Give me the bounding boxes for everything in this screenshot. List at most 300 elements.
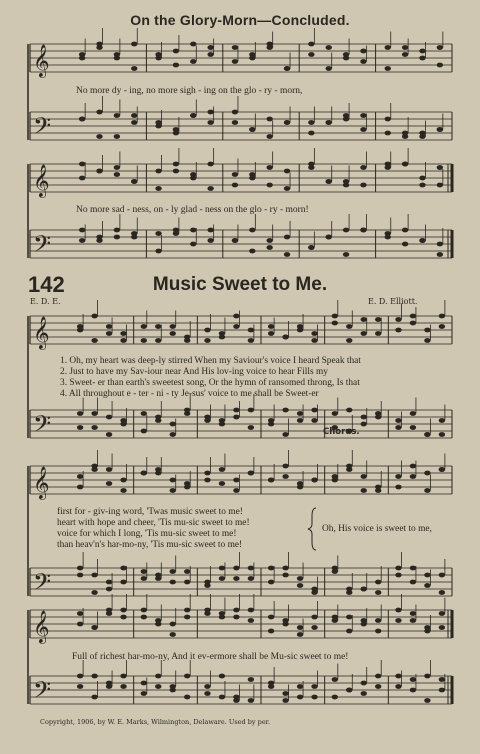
- note-head: [141, 615, 147, 620]
- note-head: [141, 471, 147, 476]
- note-head: [375, 674, 381, 679]
- note-head: [308, 120, 314, 125]
- clef-symbol: 𝄞: [33, 610, 50, 643]
- note-head: [424, 698, 430, 703]
- note-head: [419, 176, 425, 181]
- note-head: [190, 242, 196, 247]
- note-head: [361, 317, 367, 322]
- note-head: [170, 688, 176, 693]
- clef-symbol: 𝄞: [33, 466, 50, 499]
- note-head: [297, 481, 303, 486]
- note-head: [232, 172, 238, 177]
- note-head: [297, 583, 303, 588]
- note-head: [141, 608, 147, 613]
- note-head: [395, 418, 401, 423]
- note-head: [131, 179, 137, 184]
- note-head: [311, 695, 317, 700]
- continuation-title: On the Glory-Morn—Concluded.: [130, 12, 350, 28]
- note-head: [395, 328, 401, 333]
- note-head: [326, 45, 332, 50]
- clef-symbol: 𝄢: [33, 112, 52, 145]
- note-head: [249, 52, 255, 57]
- note-head: [170, 478, 176, 483]
- clef-symbol: 𝄢: [33, 568, 52, 601]
- note-head: [79, 238, 85, 243]
- note-head: [77, 573, 83, 578]
- note-head: [297, 418, 303, 423]
- note-head: [424, 471, 430, 476]
- note-head: [385, 117, 391, 122]
- note-head: [375, 580, 381, 585]
- note-head: [170, 422, 176, 427]
- note-head: [332, 474, 338, 479]
- note-head: [155, 684, 161, 689]
- note-head: [361, 415, 367, 420]
- note-head: [233, 324, 239, 329]
- note-head: [114, 228, 120, 233]
- note-head: [155, 169, 161, 174]
- note-head: [219, 695, 225, 700]
- note-head: [204, 415, 210, 420]
- copyright-notice: Copyright, 1906, by W. E. Marks, Wilmington, Delaware. Used by per.: [40, 718, 271, 726]
- note-head: [170, 488, 176, 493]
- note-head: [204, 338, 210, 343]
- note-head: [190, 42, 196, 47]
- note-head: [282, 691, 288, 696]
- note-head: [184, 674, 190, 679]
- note-head: [332, 411, 338, 416]
- note-head: [207, 162, 213, 167]
- note-head: [311, 408, 317, 413]
- note-head: [155, 324, 161, 329]
- note-head: [233, 415, 239, 420]
- note-head: [204, 478, 210, 483]
- note-head: [332, 566, 338, 571]
- note-head: [131, 66, 137, 71]
- note-head: [395, 618, 401, 623]
- note-head: [120, 580, 126, 585]
- note-head: [311, 331, 317, 336]
- note-head: [120, 566, 126, 571]
- note-head: [106, 324, 112, 329]
- note-head: [439, 324, 445, 329]
- note-head: [419, 238, 425, 243]
- note-head: [106, 611, 112, 616]
- note-head: [343, 56, 349, 61]
- note-head: [266, 117, 272, 122]
- note-head: [424, 583, 430, 588]
- note-head: [207, 186, 213, 191]
- note-head: [268, 615, 274, 620]
- note-head: [207, 120, 213, 125]
- note-head: [346, 615, 352, 620]
- note-head: [332, 321, 338, 326]
- note-head: [170, 622, 176, 627]
- note-head: [268, 324, 274, 329]
- note-head: [79, 117, 85, 122]
- note-head: [308, 42, 314, 47]
- note-head: [155, 186, 161, 191]
- note-head: [424, 625, 430, 630]
- note-head: [91, 590, 97, 595]
- note-head: [297, 632, 303, 637]
- note-head: [266, 134, 272, 139]
- note-head: [120, 608, 126, 613]
- note-head: [360, 127, 366, 132]
- note-head: [106, 415, 112, 420]
- note-head: [424, 488, 430, 493]
- note-head: [184, 615, 190, 620]
- note-head: [266, 183, 272, 188]
- top-lyric-line-1: No more dy - ing, no more sigh - ing on the glo - ry - morn,: [76, 86, 303, 96]
- note-head: [424, 573, 430, 578]
- note-head: [311, 338, 317, 343]
- note-head: [248, 576, 254, 581]
- note-head: [439, 467, 445, 472]
- note-head: [268, 629, 274, 634]
- note-head: [91, 625, 97, 630]
- note-head: [219, 335, 225, 340]
- note-head: [155, 418, 161, 423]
- note-head: [424, 432, 430, 437]
- note-head: [361, 691, 367, 696]
- note-head: [385, 131, 391, 136]
- note-head: [131, 113, 137, 118]
- note-head: [266, 238, 272, 243]
- note-head: [233, 615, 239, 620]
- note-head: [266, 245, 272, 250]
- note-head: [297, 625, 303, 630]
- note-head: [249, 172, 255, 177]
- note-head: [207, 228, 213, 233]
- note-head: [173, 63, 179, 68]
- note-head: [284, 252, 290, 257]
- note-head: [410, 580, 416, 585]
- note-head: [332, 695, 338, 700]
- note-head: [311, 684, 317, 689]
- note-head: [395, 566, 401, 571]
- hymn-number: 142: [28, 272, 65, 297]
- note-head: [375, 590, 381, 595]
- note-head: [385, 45, 391, 50]
- note-head: [395, 674, 401, 679]
- note-head: [77, 485, 83, 490]
- note-head: [268, 422, 274, 427]
- note-head: [141, 691, 147, 696]
- note-head: [114, 134, 120, 139]
- note-head: [410, 411, 416, 416]
- note-head: [77, 674, 83, 679]
- note-head: [437, 183, 443, 188]
- note-head: [79, 162, 85, 167]
- note-head: [311, 615, 317, 620]
- note-head: [311, 587, 317, 592]
- note-head: [282, 408, 288, 413]
- note-head: [424, 674, 430, 679]
- note-head: [332, 677, 338, 682]
- note-head: [155, 467, 161, 472]
- note-head: [326, 120, 332, 125]
- note-head: [297, 684, 303, 689]
- note-head: [311, 478, 317, 483]
- note-head: [346, 629, 352, 634]
- note-head: [439, 677, 445, 682]
- note-head: [184, 411, 190, 416]
- note-head: [248, 698, 254, 703]
- note-head: [346, 324, 352, 329]
- note-head: [419, 183, 425, 188]
- note-head: [233, 695, 239, 700]
- note-head: [173, 228, 179, 233]
- note-head: [346, 688, 352, 693]
- note-head: [141, 429, 147, 434]
- note-head: [173, 127, 179, 132]
- note-head: [439, 432, 445, 437]
- note-head: [96, 45, 102, 50]
- clef-symbol: 𝄞: [33, 316, 50, 349]
- note-head: [308, 131, 314, 136]
- note-head: [155, 249, 161, 254]
- note-head: [248, 338, 254, 343]
- note-head: [141, 411, 147, 416]
- note-head: [204, 691, 210, 696]
- top-lyric-line-2: No more sad - ness, on - ly glad - ness on the glo - ry - morn!: [76, 205, 309, 215]
- note-head: [410, 464, 416, 469]
- note-head: [346, 467, 352, 472]
- note-head: [297, 576, 303, 581]
- note-head: [207, 110, 213, 115]
- note-head: [360, 113, 366, 118]
- note-head: [360, 59, 366, 64]
- note-head: [326, 66, 332, 71]
- note-head: [91, 314, 97, 319]
- note-head: [184, 608, 190, 613]
- note-head: [232, 59, 238, 64]
- note-head: [190, 113, 196, 118]
- verse-2-ending: heart with hope and cheer, 'Tis mu-sic sweet to me!: [57, 518, 250, 528]
- verse-3-line: 3. Sweet- er than earth's sweetest song, Or the hymn of ransomed throng, Is that: [60, 378, 360, 388]
- note-head: [282, 698, 288, 703]
- note-head: [114, 235, 120, 240]
- note-head: [284, 186, 290, 191]
- note-head: [266, 42, 272, 47]
- note-head: [155, 52, 161, 57]
- note-head: [282, 622, 288, 627]
- note-head: [120, 488, 126, 493]
- verse-1-ending: first for - giv-ing word, 'Twas music sweet to me!: [57, 507, 243, 517]
- note-head: [155, 231, 161, 236]
- note-head: [375, 331, 381, 336]
- note-head: [311, 625, 317, 630]
- note-head: [402, 52, 408, 57]
- note-head: [155, 573, 161, 578]
- note-head: [284, 235, 290, 240]
- note-head: [170, 331, 176, 336]
- note-head: [190, 228, 196, 233]
- note-head: [131, 120, 137, 125]
- note-head: [219, 576, 225, 581]
- note-head: [361, 681, 367, 686]
- note-head: [326, 179, 332, 184]
- note-head: [437, 45, 443, 50]
- note-head: [437, 63, 443, 68]
- note-head: [439, 314, 445, 319]
- note-head: [268, 331, 274, 336]
- note-head: [233, 566, 239, 571]
- note-head: [248, 608, 254, 613]
- note-head: [141, 569, 147, 574]
- note-head: [410, 321, 416, 326]
- note-head: [268, 566, 274, 571]
- note-head: [96, 110, 102, 115]
- note-head: [219, 481, 225, 486]
- note-head: [326, 235, 332, 240]
- note-head: [233, 408, 239, 413]
- note-head: [424, 338, 430, 343]
- note-head: [170, 324, 176, 329]
- note-head: [410, 677, 416, 682]
- note-head: [297, 695, 303, 700]
- note-head: [266, 165, 272, 170]
- note-head: [77, 474, 83, 479]
- note-head: [402, 228, 408, 233]
- note-head: [120, 674, 126, 679]
- note-head: [361, 422, 367, 427]
- note-head: [360, 165, 366, 170]
- note-head: [77, 425, 83, 430]
- note-head: [131, 235, 137, 240]
- note-head: [360, 49, 366, 54]
- note-head: [91, 338, 97, 343]
- note-head: [410, 425, 416, 430]
- note-head: [114, 113, 120, 118]
- note-head: [219, 422, 225, 427]
- note-head: [79, 56, 85, 61]
- note-head: [184, 580, 190, 585]
- note-head: [106, 587, 112, 592]
- note-head: [96, 238, 102, 243]
- note-head: [402, 134, 408, 139]
- clef-symbol: 𝄢: [33, 410, 52, 443]
- note-head: [91, 573, 97, 578]
- note-head: [155, 120, 161, 125]
- note-head: [402, 162, 408, 167]
- note-head: [91, 411, 97, 416]
- note-head: [233, 314, 239, 319]
- note-head: [233, 488, 239, 493]
- note-head: [204, 611, 210, 616]
- note-head: [184, 481, 190, 486]
- note-head: [170, 632, 176, 637]
- note-head: [114, 56, 120, 61]
- note-head: [343, 228, 349, 233]
- chorus-brace: [308, 508, 316, 550]
- note-head: [297, 324, 303, 329]
- note-head: [395, 684, 401, 689]
- chorus-label: Chorus.: [323, 427, 360, 437]
- note-head: [91, 674, 97, 679]
- note-head: [439, 573, 445, 578]
- note-head: [361, 331, 367, 336]
- note-head: [77, 324, 83, 329]
- note-head: [120, 338, 126, 343]
- note-head: [141, 681, 147, 686]
- note-head: [207, 45, 213, 50]
- verse-4-ending: than heav'n's har-mo-ny, 'Tis mu-sic sweet to me!: [57, 540, 243, 550]
- note-head: [141, 324, 147, 329]
- hymn-title: Music Sweet to Me.: [152, 274, 328, 295]
- verse-4-line: 4. All throughout e - ter - ni - ty Je-sus' voice to me shall be Sweet-er: [60, 389, 319, 399]
- note-head: [106, 331, 112, 336]
- note-head: [410, 688, 416, 693]
- note-head: [346, 338, 352, 343]
- note-head: [91, 695, 97, 700]
- note-head: [361, 587, 367, 592]
- note-head: [395, 425, 401, 430]
- note-head: [284, 66, 290, 71]
- note-head: [232, 238, 238, 243]
- note-head: [120, 615, 126, 620]
- note-head: [141, 338, 147, 343]
- verse-1-line: 1. Oh, my heart was deep-ly stirred When my Saviour's voice I heard Speak that: [60, 356, 361, 366]
- note-head: [249, 127, 255, 132]
- music-credit: E. D. Elliott.: [368, 297, 418, 306]
- note-head: [173, 169, 179, 174]
- note-head: [184, 569, 190, 574]
- note-head: [219, 467, 225, 472]
- clef-symbol: 𝄞: [33, 44, 50, 77]
- note-head: [232, 45, 238, 50]
- note-head: [170, 569, 176, 574]
- note-head: [249, 249, 255, 254]
- note-head: [106, 481, 112, 486]
- note-head: [410, 618, 416, 623]
- note-head: [375, 411, 381, 416]
- note-head: [395, 573, 401, 578]
- note-head: [308, 245, 314, 250]
- note-head: [204, 471, 210, 476]
- note-head: [402, 242, 408, 247]
- note-head: [114, 172, 120, 177]
- note-head: [395, 485, 401, 490]
- note-head: [190, 172, 196, 177]
- note-head: [360, 228, 366, 233]
- note-head: [439, 418, 445, 423]
- note-head: [131, 42, 137, 47]
- note-head: [375, 684, 381, 689]
- note-head: [96, 169, 102, 174]
- note-head: [410, 566, 416, 571]
- note-head: [248, 566, 254, 571]
- note-head: [106, 580, 112, 585]
- note-head: [79, 228, 85, 233]
- note-head: [106, 467, 112, 472]
- note-head: [268, 580, 274, 585]
- note-head: [437, 252, 443, 257]
- note-head: [311, 418, 317, 423]
- note-head: [114, 165, 120, 170]
- note-head: [375, 317, 381, 322]
- note-head: [346, 590, 352, 595]
- note-head: [106, 681, 112, 686]
- note-head: [204, 583, 210, 588]
- note-head: [410, 314, 416, 319]
- note-head: [106, 432, 112, 437]
- final-lyric-line: Full of richest har-mo-ny, And it ev-ermore shall be Mu-sic sweet to me!: [72, 652, 349, 662]
- words-credit: E. D. E.: [30, 297, 61, 306]
- note-head: [249, 228, 255, 233]
- note-head: [343, 113, 349, 118]
